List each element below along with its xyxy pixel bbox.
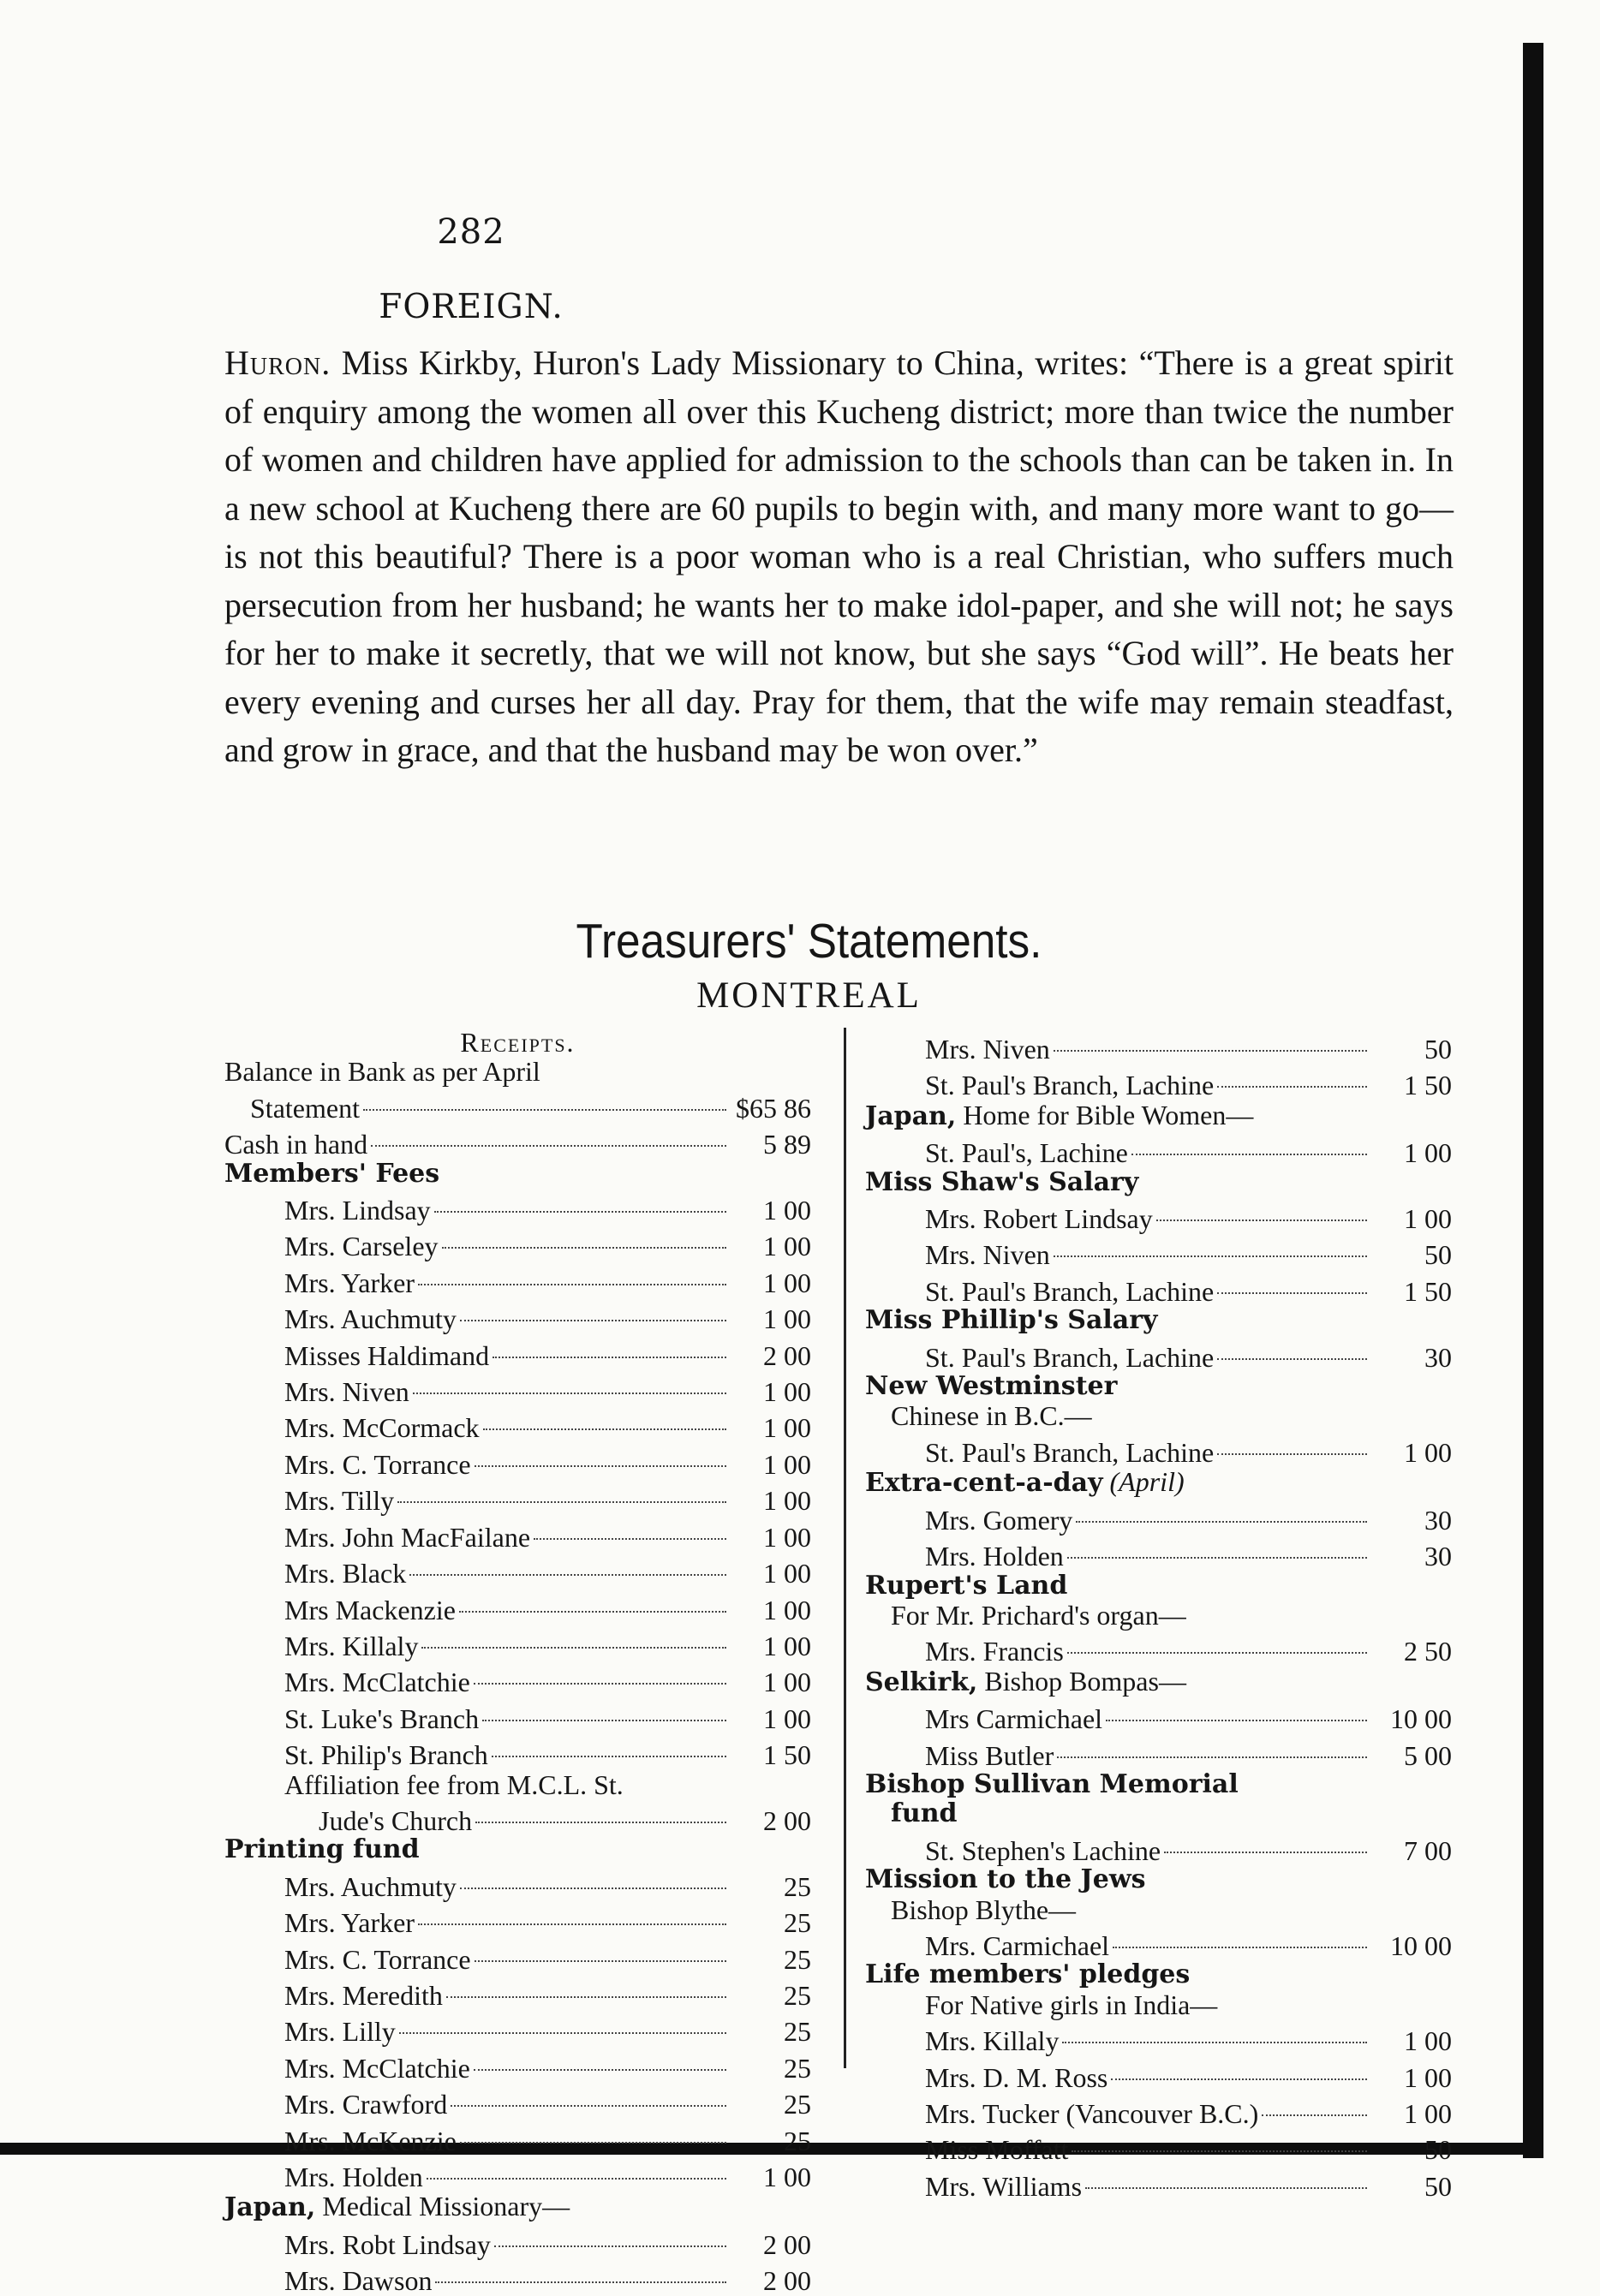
- entry-name: Mrs. Tucker (Vancouver B.C.): [925, 2098, 1259, 2129]
- ledger-note: Affiliation fee from M.C.L. St.: [284, 1768, 624, 1800]
- category-note: Medical Missionary—: [315, 2191, 570, 2222]
- entry-amount: 1 50: [763, 1739, 811, 1771]
- entry-amount: 30: [1424, 1341, 1452, 1373]
- section-heading: FOREIGN.: [379, 288, 564, 326]
- dot-leader: [446, 1967, 726, 1998]
- entry-amount: 1 00: [763, 1376, 811, 1408]
- ledger-entry: [224, 1123, 811, 1159]
- entry-amount: 1 00: [1404, 2061, 1452, 2093]
- dot-leader: [534, 1509, 726, 1540]
- entry-amount: 1 00: [763, 1195, 811, 1226]
- entry-amount: 1 00: [1404, 2025, 1452, 2057]
- dot-leader: [413, 1363, 726, 1394]
- ledger-note: Balance in Bank as per April: [224, 1056, 540, 1088]
- entry-name: Mrs. C. Torrance: [284, 1448, 471, 1480]
- category-note: Home for Bible Women—: [956, 1099, 1254, 1130]
- entry-name: Mrs. Dawson: [284, 2265, 433, 2296]
- dot-leader: [475, 1792, 726, 1823]
- category-label: Miss Shaw's Salary: [865, 1166, 1139, 1197]
- entry-name: Mrs. Yarker: [284, 1267, 415, 1298]
- entry-name: St. Paul's Branch, Lachine: [925, 1436, 1215, 1468]
- entry-amount: 1 00: [763, 2162, 811, 2192]
- ledger-note: Chinese in B.C.—: [891, 1400, 1092, 1432]
- page-number: 282: [437, 212, 505, 252]
- ledger-category: [865, 1571, 1452, 1601]
- entry-name: Mrs. Holden: [925, 1541, 1064, 1572]
- entry-amount: 1 00: [763, 1630, 811, 1661]
- entry-amount: 1 00: [1404, 1137, 1452, 1169]
- dot-leader: [1156, 1190, 1367, 1221]
- entry-amount: 1 00: [763, 1558, 811, 1589]
- entry-amount: 25: [784, 1907, 811, 1939]
- receipts-column-right: [865, 1028, 1452, 2201]
- ledger-entry: [865, 1270, 1452, 1306]
- dot-leader: [1111, 2049, 1367, 2080]
- entry-amount: 1 00: [1404, 1203, 1452, 1235]
- entry-amount: 1 00: [763, 1485, 811, 1517]
- ledger-category: [865, 1960, 1452, 1989]
- article-paragraph: [224, 339, 1454, 775]
- entry-name: Mrs. D. M. Ross: [925, 2061, 1108, 2093]
- entry-name: Mrs. Meredith: [284, 1979, 443, 2011]
- dot-leader: [474, 1654, 726, 1685]
- entry-name: Mrs. Lindsay: [284, 1195, 431, 1226]
- category-label: Mission to the Jews: [865, 1864, 1146, 1895]
- entry-name: Mrs. Niven: [925, 1239, 1050, 1271]
- entry-amount: 5 89: [763, 1129, 811, 1160]
- entry-name: Mrs Mackenzie: [284, 1594, 456, 1625]
- dot-leader: [493, 1327, 726, 1358]
- entry-amount: 30: [1424, 1504, 1452, 1536]
- ledger-entry: [865, 1336, 1452, 1372]
- entry-name: Mrs. McClatchie: [284, 1667, 470, 1698]
- sub-heading: MONTREAL: [696, 975, 922, 1016]
- entry-name: Miss Moffatt: [925, 2134, 1069, 2166]
- entry-name: St. Paul's Branch, Lachine: [925, 1070, 1215, 1101]
- ledger-entry: [865, 1924, 1452, 1960]
- ledger-entry: [224, 1799, 811, 1835]
- dot-leader: [409, 1545, 726, 1576]
- category-label: fund: [891, 1798, 958, 1829]
- ledger-note: For Native girls in India—: [925, 1989, 1218, 2020]
- entry-amount: 1 00: [763, 1703, 811, 1734]
- ledger-entry: [224, 2259, 811, 2295]
- entry-amount: 50: [1424, 1239, 1452, 1271]
- entry-name: St. Paul's, Lachine: [925, 1137, 1128, 1169]
- entry-name: Mrs Carmichael: [925, 1703, 1103, 1735]
- entry-amount: 5 00: [1404, 1739, 1452, 1771]
- dot-leader: [442, 1218, 726, 1249]
- entry-name: Mrs. McKenzie: [284, 2125, 457, 2156]
- entry-amount: 25: [784, 2089, 811, 2120]
- ledger-entry: [224, 1733, 811, 1769]
- dot-leader: [1113, 1917, 1367, 1948]
- dot-leader: [483, 1399, 726, 1430]
- entry-amount: $65 86: [736, 1092, 811, 1124]
- column-divider: [844, 1028, 846, 2068]
- dot-leader: [460, 1291, 726, 1321]
- entry-name: St. Paul's Branch, Lachine: [925, 1275, 1215, 1307]
- receipts-column-left: [224, 1028, 811, 2296]
- entry-name: St. Paul's Branch, Lachine: [925, 1341, 1215, 1373]
- category-label: Japan,: [224, 2192, 316, 2223]
- category-note: Bishop Bompas—: [977, 1665, 1186, 1697]
- dot-leader: [1054, 1226, 1367, 1257]
- category-label: Japan,: [865, 1100, 957, 1131]
- ledger-category: [865, 1372, 1452, 1401]
- entry-name: Mrs. Yarker: [284, 1907, 415, 1939]
- dot-leader: [1085, 2158, 1367, 2189]
- page-edge-shadow: [1523, 43, 1543, 2158]
- category-label: Bishop Sullivan Memorial: [865, 1768, 1239, 1799]
- ledger-category: [865, 1865, 1452, 1894]
- ledger-entry: [224, 2156, 811, 2192]
- entry-name: Mrs. Niven: [925, 1034, 1050, 1065]
- entry-name: Mrs. Robt Lindsay: [284, 2228, 491, 2260]
- category-label: Printing fund: [224, 1834, 420, 1865]
- entry-amount: 2 00: [763, 1804, 811, 1836]
- dot-leader: [434, 1182, 726, 1213]
- entry-name: Jude's Church: [319, 1804, 473, 1836]
- dot-leader: [1067, 1528, 1367, 1559]
- entry-name: Mrs. McClatchie: [284, 2052, 470, 2084]
- dot-leader: [427, 2149, 726, 2180]
- entry-name: Miss Butler: [925, 1739, 1054, 1771]
- entry-name: Mrs. Crawford: [284, 2089, 448, 2120]
- entry-name: Statement: [250, 1092, 360, 1124]
- dot-leader: [460, 1858, 726, 1889]
- dot-leader: [475, 1436, 726, 1467]
- category-label: New Westminster: [865, 1371, 1118, 1402]
- ledger-entry: [865, 2165, 1452, 2201]
- entry-name: Cash in hand: [224, 1129, 368, 1160]
- dot-leader: [1262, 2085, 1367, 2116]
- entry-amount: 1 00: [763, 1267, 811, 1298]
- category-label: Extra-cent-a-day: [865, 1468, 1103, 1499]
- dot-leader: [397, 1472, 726, 1503]
- entry-amount: 1 00: [763, 1667, 811, 1698]
- dot-leader: [418, 1255, 726, 1285]
- dot-leader: [421, 1618, 726, 1649]
- ledger-note: For Mr. Prichard's organ—: [891, 1599, 1186, 1631]
- main-heading: Treasurers' Statements.: [576, 914, 1042, 969]
- category-label: Members' Fees: [224, 1158, 440, 1189]
- entry-name: Mrs. Killaly: [284, 1630, 419, 1661]
- category-note: (April): [1102, 1466, 1185, 1498]
- entry-name: Misses Haldimand: [284, 1339, 490, 1371]
- dot-leader: [1131, 1124, 1367, 1155]
- entry-amount: 1 50: [1404, 1070, 1452, 1101]
- ledger-entry: [865, 1829, 1452, 1865]
- dot-leader: [459, 1582, 726, 1613]
- entry-amount: 50: [1424, 2170, 1452, 2202]
- entry-amount: 2 50: [1404, 1636, 1452, 1667]
- dot-leader: [371, 1116, 726, 1147]
- ledger-entry: [865, 1131, 1452, 1167]
- entry-amount: 25: [784, 1979, 811, 2011]
- dot-leader: [399, 2003, 726, 2034]
- dot-leader: [474, 2040, 726, 2071]
- entry-name: Mrs. Carmichael: [925, 1929, 1110, 1961]
- entry-amount: 1 00: [763, 1412, 811, 1444]
- dot-leader: [1217, 1263, 1367, 1294]
- entry-amount: 30: [1424, 1541, 1452, 1572]
- entry-amount: 10 00: [1390, 1929, 1452, 1961]
- ledger-entry: [865, 1535, 1452, 1571]
- entry-amount: 25: [784, 2052, 811, 2084]
- entry-amount: 10 00: [1390, 1703, 1452, 1735]
- entry-amount: 50: [1424, 2134, 1452, 2166]
- ledger-entry: [865, 1064, 1452, 1100]
- entry-amount: 1 00: [763, 1448, 811, 1480]
- dot-leader: [492, 1726, 726, 1757]
- entry-name: St. Luke's Branch: [284, 1703, 480, 1734]
- dot-leader: [460, 2113, 726, 2144]
- entry-amount: 2 00: [763, 1339, 811, 1371]
- entry-name: Mrs. Williams: [925, 2170, 1083, 2202]
- entry-amount: 2 00: [763, 2228, 811, 2260]
- entry-name: Mrs. Killaly: [925, 2025, 1060, 2057]
- entry-amount: 1 00: [1404, 1436, 1452, 1468]
- entry-name: Mrs. Lilly: [284, 2016, 396, 2048]
- ledger-note: Bishop Blythe—: [891, 1893, 1077, 1925]
- entry-amount: 1 50: [1404, 1275, 1452, 1307]
- entry-amount: 1 00: [763, 1231, 811, 1262]
- entry-name: Mrs. Tilly: [284, 1485, 395, 1517]
- entry-name: Mrs. Carseley: [284, 1231, 439, 1262]
- entry-name: St. Stephen's Lachine: [925, 1834, 1161, 1866]
- column-label: Receipts.: [460, 1027, 576, 1058]
- dot-leader: [475, 1931, 726, 1962]
- entry-name: Mrs. C. Torrance: [284, 1943, 471, 1975]
- entry-name: Mrs. Holden: [284, 2162, 423, 2192]
- article-lead: Huron.: [224, 343, 331, 382]
- entry-amount: 1 00: [763, 1521, 811, 1553]
- entry-amount: 1 00: [1404, 2098, 1452, 2129]
- ledger-entry: [865, 1431, 1452, 1467]
- dot-leader: [1164, 1822, 1367, 1853]
- entry-name: Mrs. Black: [284, 1558, 407, 1589]
- entry-name: Mrs. Francis: [925, 1636, 1064, 1667]
- ledger-entry: [865, 1734, 1452, 1770]
- dot-leader: [451, 2076, 726, 2107]
- entry-name: Mrs. McCormack: [284, 1412, 480, 1444]
- entry-amount: 1 00: [763, 1594, 811, 1625]
- entry-amount: 25: [784, 1943, 811, 1975]
- dot-leader: [1057, 1727, 1367, 1758]
- entry-name: Mrs. Auchmuty: [284, 1303, 457, 1335]
- dot-leader: [1062, 2013, 1367, 2043]
- dot-leader: [1067, 1623, 1367, 1654]
- dot-leader: [1217, 1424, 1367, 1455]
- dot-leader: [1072, 2121, 1367, 2152]
- entry-amount: 25: [784, 1870, 811, 1902]
- ledger-entry: [865, 1630, 1452, 1666]
- entry-amount: 25: [784, 2125, 811, 2156]
- dot-leader: [494, 2216, 726, 2247]
- dot-leader: [1054, 1021, 1367, 1052]
- dot-leader: [418, 1894, 726, 1925]
- ledger-category: [865, 1770, 1452, 1799]
- entry-name: Mrs. Gomery: [925, 1504, 1073, 1536]
- entry-amount: 2 00: [763, 2265, 811, 2296]
- entry-amount: 25: [784, 2016, 811, 2048]
- dot-leader: [1217, 1057, 1367, 1088]
- dot-leader: [1076, 1492, 1367, 1523]
- entry-amount: 50: [1424, 1034, 1452, 1065]
- category-label: Miss Phillip's Salary: [865, 1305, 1158, 1336]
- category-label: Selkirk,: [865, 1667, 978, 1697]
- entry-name: Mrs. Auchmuty: [284, 1870, 457, 1902]
- entry-name: Mrs. Robert Lindsay: [925, 1203, 1153, 1235]
- entry-amount: 7 00: [1404, 1834, 1452, 1866]
- dot-leader: [363, 1080, 726, 1111]
- entry-amount: 1 00: [763, 1303, 811, 1335]
- dot-leader: [482, 1691, 726, 1721]
- entry-name: St. Philip's Branch: [284, 1739, 488, 1771]
- entry-name: Mrs. Niven: [284, 1376, 409, 1408]
- dot-leader: [435, 2252, 726, 2283]
- article-body: Miss Kirkby, Huron's Lady Missionary to China, writes: “There is a great spirit of enquiry among the women all over this Kucheng district; more than twice the number of women and children have applied for admission to the schools than can be taken in. In a new school at Kucheng there are 60 pupils to begin with, and many more want to go—is not this beautiful? There is a poor woman who is a real Christian, who suffers much persecution from her husband; he wants her to make idol-paper, and she will not; he says for her to make it secretly, that we will not know, but she says “God will”. He beats her every evening and curses her all day. Pray for them, that the wife may remain steadfast, and grow in grace, and that the husband may be won over.”: [224, 343, 1454, 769]
- dot-leader: [1106, 1691, 1367, 1721]
- dot-leader: [1217, 1329, 1367, 1360]
- category-label: Life members' pledges: [865, 1959, 1191, 1990]
- entry-name: Mrs. John MacFailane: [284, 1521, 531, 1553]
- category-label: Rupert's Land: [865, 1570, 1068, 1601]
